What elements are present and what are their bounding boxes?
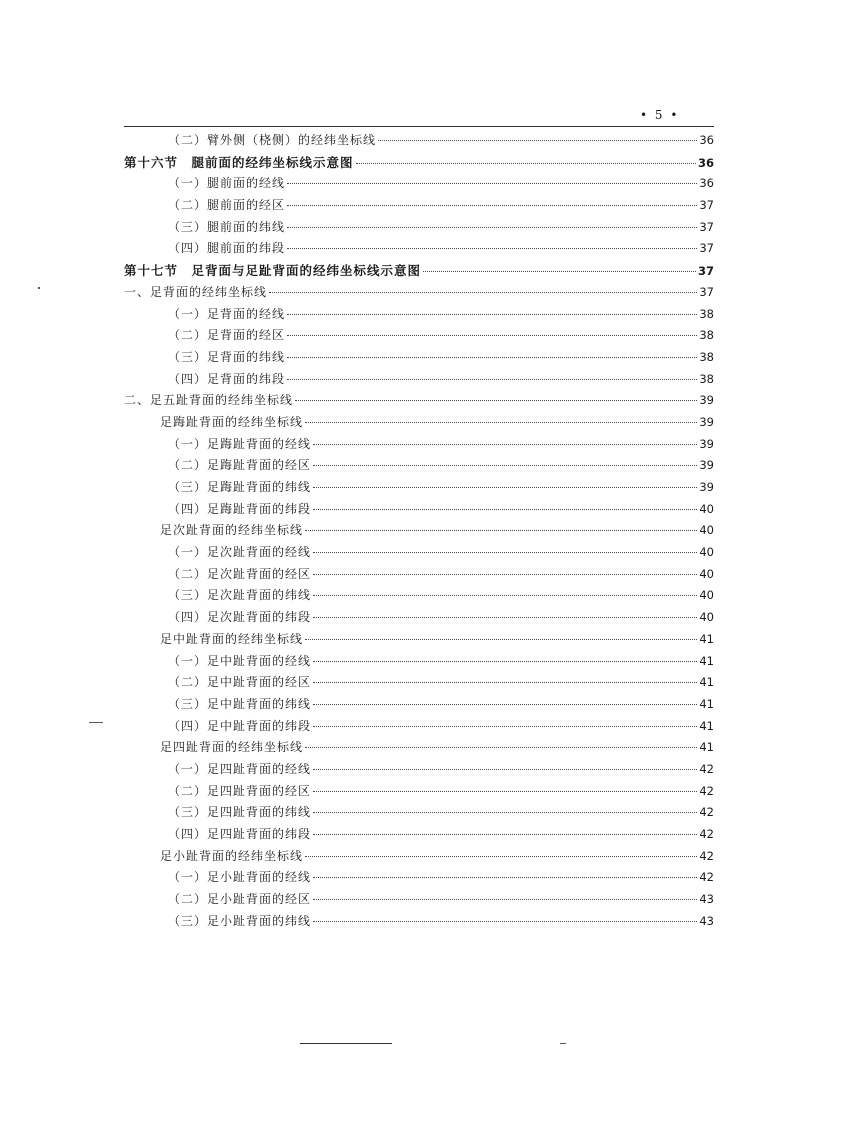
toc-entry — [124, 521, 714, 543]
toc-entry-label: （二）臂外侧（桡侧）的经纬坐标线 — [168, 133, 377, 147]
toc-section-heading — [124, 153, 714, 175]
page-number: • 5 • — [640, 108, 680, 122]
toc-dot-leader — [287, 183, 697, 184]
toc-dot-leader — [313, 509, 697, 510]
toc-entry-page: 37 — [697, 264, 714, 279]
toc-dot-leader — [313, 899, 697, 900]
toc-entry-page: 38 — [699, 328, 714, 343]
toc-entry — [124, 565, 714, 587]
toc-entry-page: 37 — [699, 219, 714, 234]
toc-entry-page: 40 — [699, 610, 714, 625]
toc-dot-leader — [313, 682, 697, 683]
toc-entry-label: （三）足小趾背面的纬线 — [168, 913, 312, 928]
toc-entry — [124, 717, 714, 739]
toc-dot-leader — [287, 335, 697, 336]
toc-dot-leader — [305, 747, 697, 748]
toc-entry-label: 第十六节 腿前面的经纬坐标线示意图 — [124, 154, 354, 170]
toc-entry-label: （一）足小趾背面的经线 — [168, 870, 312, 885]
toc-entry — [124, 196, 714, 218]
toc-entry-label: 一、足背面的经纬坐标线 — [124, 284, 268, 299]
toc-entry-page: 40 — [699, 588, 714, 603]
toc-entry-label: 二、足五趾背面的经纬坐标线 — [124, 393, 294, 408]
toc-entry-label: （三）足踇趾背面的纬线 — [168, 480, 312, 494]
toc-entry-page: 39 — [699, 480, 714, 494]
toc-entry — [124, 825, 714, 847]
toc-entry-page: 41 — [699, 696, 714, 711]
toc-entry — [124, 500, 714, 522]
toc-entry — [124, 174, 714, 196]
toc-entry — [124, 478, 714, 500]
scan-mark — [560, 1043, 566, 1044]
toc-entry-label: （四）足背面的纬段 — [168, 371, 286, 386]
toc-entry-label: （一）足次趾背面的经线 — [168, 545, 312, 560]
toc-entry-label: 足踇趾背面的经纬坐标线 — [160, 414, 304, 429]
toc-entry — [124, 456, 714, 478]
toc-dot-leader — [313, 617, 697, 618]
toc-entry-label: （四）足次趾背面的纬段 — [168, 610, 312, 625]
toc-dot-leader — [313, 834, 697, 835]
toc-entry-page: 36 — [697, 155, 714, 170]
toc-entry-page: 43 — [699, 892, 714, 907]
toc-dot-leader — [313, 769, 697, 770]
toc-entry-page: 41 — [699, 631, 714, 646]
toc-dot-leader — [313, 552, 697, 553]
toc-entry — [124, 348, 714, 370]
toc-entry-label: （四）足中趾背面的纬段 — [168, 718, 312, 733]
toc-entry-page: 36 — [699, 176, 714, 191]
scan-mark — [89, 722, 103, 723]
toc-dot-leader — [305, 530, 697, 531]
toc-entry — [124, 239, 714, 261]
toc-section-heading — [124, 261, 714, 283]
toc-entry — [124, 586, 714, 608]
toc-entry — [124, 738, 714, 760]
toc-entry-label: （二）足次趾背面的经区 — [168, 566, 312, 581]
toc-entry — [124, 305, 714, 327]
toc-entry — [124, 803, 714, 825]
toc-dot-leader — [313, 726, 697, 727]
toc-entry — [124, 890, 714, 912]
toc-entry — [124, 868, 714, 890]
toc-entry-label: （三）足次趾背面的纬线 — [168, 588, 312, 603]
toc-entry-label: （四）足踇趾背面的纬段 — [168, 501, 312, 516]
toc-dot-leader — [378, 140, 697, 141]
toc-entry-label: （二）腿前面的经区 — [168, 198, 286, 213]
toc-entry — [124, 695, 714, 717]
toc-entry-page: 43 — [699, 913, 714, 928]
toc-entry — [124, 912, 714, 934]
toc-entry-page: 41 — [699, 718, 714, 733]
toc-dot-leader — [305, 639, 697, 640]
toc-entry-page: 38 — [699, 306, 714, 321]
toc-entry-label: （一）足踇趾背面的经线 — [168, 436, 312, 451]
toc-entry-label: 足四趾背面的经纬坐标线 — [160, 740, 304, 755]
toc-entry-label: （二）足中趾背面的经区 — [168, 675, 312, 690]
toc-entry-label: （三）足背面的纬线 — [168, 349, 286, 364]
toc-entry-label: （一）足背面的经线 — [168, 306, 286, 321]
toc-entry — [124, 218, 714, 240]
toc-entry — [124, 847, 714, 869]
toc-entry-label: 足小趾背面的经纬坐标线 — [160, 848, 304, 863]
toc-dot-leader — [287, 205, 697, 206]
toc-entry-page: 40 — [699, 501, 714, 516]
toc-entry — [124, 543, 714, 565]
toc-entry — [124, 435, 714, 457]
toc-entry-label: （三）足中趾背面的纬线 — [168, 696, 312, 711]
toc-dot-leader — [287, 314, 697, 315]
toc-entry-page: 40 — [699, 545, 714, 560]
toc-dot-leader — [287, 357, 697, 358]
toc-dot-leader — [287, 248, 697, 249]
toc-dot-leader — [269, 292, 697, 293]
toc-dot-leader — [313, 661, 697, 662]
toc-entry-label: 足中趾背面的经纬坐标线 — [160, 631, 304, 646]
toc-entry — [124, 673, 714, 695]
toc-entry-label: （一）足四趾背面的经线 — [168, 761, 312, 776]
toc-entry-label: （二）足四趾背面的经区 — [168, 783, 312, 798]
toc-entry — [124, 630, 714, 652]
toc-entry-page: 41 — [699, 740, 714, 755]
toc-entry-label: （四）腿前面的纬段 — [168, 241, 286, 256]
toc-entry-label: 第十七节 足背面与足趾背面的经纬坐标线示意图 — [124, 263, 422, 279]
toc-entry-label: （二）足背面的经区 — [168, 328, 286, 343]
toc-entry-page: 39 — [699, 414, 714, 429]
footer-rule — [300, 1043, 392, 1044]
toc-entry-label: （一）腿前面的经线 — [168, 176, 286, 191]
toc-dot-leader — [313, 465, 697, 466]
toc-dot-leader — [313, 812, 697, 813]
header-rule — [124, 126, 714, 127]
toc-entry-page: 37 — [699, 198, 714, 213]
toc-entry — [124, 326, 714, 348]
toc-entry-label: （一）足中趾背面的经线 — [168, 653, 312, 668]
toc-entry-page: 42 — [699, 827, 714, 841]
toc-dot-leader — [295, 400, 697, 401]
toc-entry — [124, 608, 714, 630]
toc-entry-page: 41 — [699, 653, 714, 668]
toc-entry-page: 40 — [699, 566, 714, 581]
toc-dot-leader — [313, 574, 697, 575]
toc-dot-leader — [287, 379, 697, 380]
toc-entry-page: 38 — [699, 349, 714, 364]
toc-entry-page: 42 — [699, 761, 714, 776]
toc-dot-leader — [313, 921, 697, 922]
toc-dot-leader — [313, 595, 697, 596]
toc-entry-page: 40 — [699, 523, 714, 538]
toc-dot-leader — [313, 704, 697, 705]
toc-entry — [124, 760, 714, 782]
toc-entry — [124, 391, 714, 413]
toc-entry — [124, 370, 714, 392]
toc-entry-page: 39 — [699, 393, 714, 408]
toc-entry-page: 42 — [699, 783, 714, 798]
toc-entry-page: 39 — [699, 436, 714, 451]
toc-entry-page: 38 — [699, 371, 714, 386]
scan-mark — [38, 287, 40, 289]
toc-entry-label: （二）足踇趾背面的经区 — [168, 458, 312, 473]
toc-dot-leader — [313, 487, 697, 488]
toc-entry-label: （二）足小趾背面的经区 — [168, 892, 312, 907]
toc-entry-page: 36 — [699, 133, 714, 147]
toc-entry-page: 42 — [699, 805, 714, 820]
toc-dot-leader — [305, 856, 697, 857]
toc-entry-page: 37 — [699, 284, 714, 299]
toc-entry-page: 41 — [699, 675, 714, 690]
toc-entry — [124, 413, 714, 435]
toc-dot-leader — [423, 271, 696, 272]
toc-dot-leader — [313, 791, 697, 792]
toc-entry-label: （三）足四趾背面的纬线 — [168, 805, 312, 820]
toc-entry-label: 足次趾背面的经纬坐标线 — [160, 523, 304, 538]
toc-entry-label: （三）腿前面的纬线 — [168, 219, 286, 234]
toc-entry-page: 37 — [699, 241, 714, 256]
toc-entry-label: （四）足四趾背面的纬段 — [168, 827, 312, 841]
toc-entry-page: 42 — [699, 870, 714, 885]
toc-dot-leader — [287, 227, 697, 228]
table-of-contents — [124, 131, 714, 933]
toc-entry-page: 39 — [699, 458, 714, 473]
toc-entry — [124, 283, 714, 305]
toc-dot-leader — [305, 422, 697, 423]
toc-dot-leader — [313, 444, 697, 445]
toc-dot-leader — [313, 877, 697, 878]
toc-dot-leader — [356, 163, 696, 164]
toc-entry — [124, 652, 714, 674]
toc-entry — [124, 131, 714, 153]
toc-entry — [124, 782, 714, 804]
toc-entry-page: 42 — [699, 848, 714, 863]
